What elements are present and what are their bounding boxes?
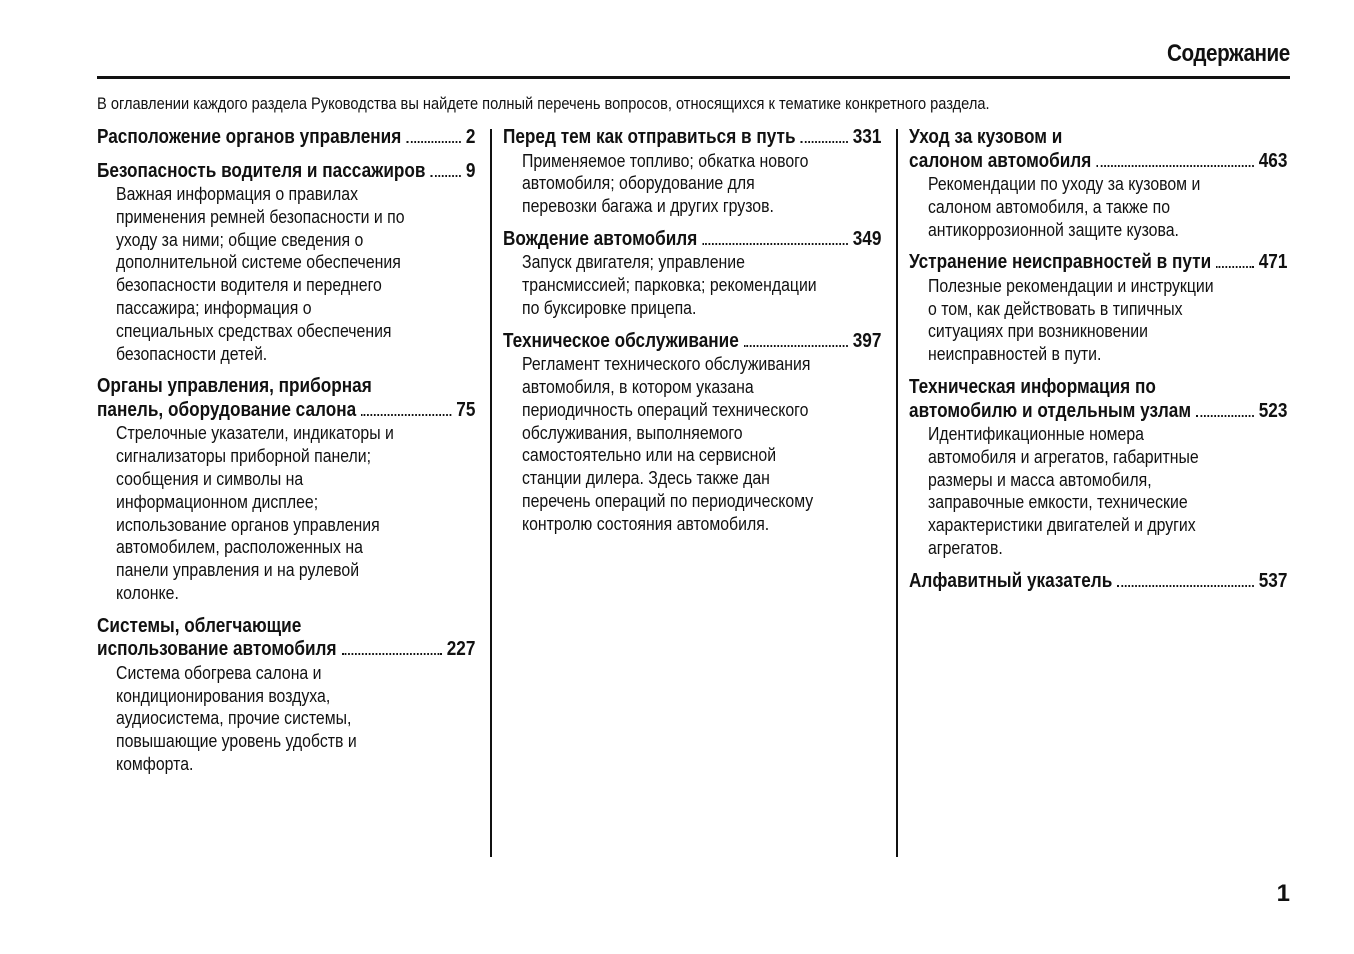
description-line: самостоятельно или на сервисной [522, 445, 777, 466]
section-title-line: Техническая информация по [909, 376, 1156, 399]
dot-leader [744, 343, 848, 347]
description-line: ситуациях при возникновении [928, 321, 1148, 342]
description-line: автомобилем, расположенных на [116, 537, 363, 558]
dot-leader [406, 139, 460, 143]
description-line: Запуск двигателя; управление [522, 252, 745, 273]
description-line: неисправностей в пути. [928, 344, 1102, 365]
description-line: специальных средствах обеспечения [116, 320, 392, 341]
section-page-number: 227 [446, 638, 476, 661]
section-title: Расположение органов управления [97, 126, 402, 148]
description-line: трансмиссией; парковка; рекомендации [522, 275, 817, 296]
section-description [116, 662, 468, 776]
description-line: по буксировке прицепа. [522, 297, 697, 318]
toc-section [503, 228, 943, 320]
description-line: Регламент технического обслуживания [522, 354, 811, 375]
toc-section [97, 615, 537, 776]
description-line: Рекомендации по уходу за кузовом и [928, 174, 1201, 194]
description-line: автомобиля, в котором указана [522, 377, 754, 398]
section-heading[interactable] [909, 126, 1287, 173]
dot-leader [702, 241, 847, 245]
toc-entry-line [909, 150, 1287, 174]
description-line: периодичность операций технического [522, 399, 809, 420]
toc-entry-line [909, 400, 1287, 424]
section-description [116, 422, 468, 604]
description-line: панели управления и на рулевой [116, 560, 360, 581]
toc-section [503, 330, 943, 536]
description-line: Стрелочные указатели, индикаторы и [116, 423, 394, 444]
section-title: Устранение неисправностей в пути [909, 251, 1212, 274]
section-title-line: Уход за кузовом и [909, 126, 1063, 148]
section-title: салоном автомобиля [909, 149, 1092, 172]
toc-section [503, 126, 943, 218]
toc-section [909, 251, 1349, 366]
description-line: безопасности детей. [116, 343, 268, 364]
page-title: Содержание [1167, 40, 1290, 67]
toc-section [97, 375, 537, 604]
section-title: Вождение автомобиля [503, 227, 698, 250]
intro-text: В оглавлении каждого раздела Руководства вы найдете полный перечень вопросов, относящихся к тематике конкретного раздела. [97, 94, 990, 113]
description-line: автомобиля; оборудование для [522, 173, 755, 194]
description-line: перечень операций по периодическому [522, 491, 814, 512]
dot-leader [431, 173, 461, 177]
section-title-line: Органы управления, приборная [97, 375, 372, 398]
section-page-number: 75 [456, 398, 476, 421]
toc-entry-line [503, 330, 881, 354]
section-title: использование автомобиля [97, 638, 337, 661]
description-line: о том, как действовать в типичных [928, 298, 1183, 319]
description-line: размеры и масса автомобиля, [928, 469, 1152, 490]
description-line: комфорта. [116, 753, 194, 774]
section-page-number: 331 [852, 126, 882, 148]
section-title: Техническое обслуживание [503, 329, 739, 352]
description-line: станции дилера. Здесь также дан [522, 468, 770, 489]
description-line: безопасности водителя и переднего [116, 275, 382, 296]
description-line: уходу за ними; общие сведения о [116, 229, 364, 250]
dot-leader [1216, 264, 1253, 268]
section-title: Алфавитный указатель [909, 569, 1113, 592]
section-heading[interactable] [503, 228, 881, 252]
description-line: кондиционирования воздуха, [116, 685, 331, 706]
toc-section [909, 570, 1349, 594]
description-line: Система обогрева салона и [116, 662, 322, 683]
page-number: 1 [1276, 880, 1290, 907]
description-line: сигнализаторы приборной панели; [116, 446, 372, 467]
toc-section [97, 160, 537, 366]
description-line: Полезные рекомендации и инструкции [928, 275, 1214, 296]
description-line: сообщения и символы на [116, 468, 304, 489]
description-line: дополнительной системе обеспечения [116, 252, 401, 273]
section-heading[interactable] [503, 126, 881, 150]
section-title: панель, оборудование салона [97, 398, 357, 421]
dot-leader [1196, 413, 1253, 417]
description-line: обслуживания, выполняемого [522, 422, 743, 443]
section-title-line: Системы, облегчающие [97, 614, 302, 637]
section-heading[interactable] [97, 375, 475, 422]
section-heading[interactable] [97, 126, 475, 150]
description-line: информационном дисплее; [116, 491, 319, 512]
toc-entry-line [503, 126, 881, 150]
description-line: салоном автомобиля, а также по [928, 196, 1171, 217]
toc-column-3 [909, 126, 1349, 603]
description-line: Важная информация о правилах [116, 184, 358, 204]
toc-section [97, 126, 537, 150]
section-page-number: 523 [1258, 399, 1288, 422]
toc-column-1 [97, 126, 537, 786]
description-line: аудиосистема, прочие системы, [116, 708, 352, 729]
title-rule [97, 76, 1290, 79]
section-page-number: 463 [1258, 149, 1288, 172]
section-heading[interactable] [97, 160, 475, 184]
description-line: использование органов управления [116, 514, 380, 535]
description-line: автомобиля и агрегатов, габаритные [928, 446, 1199, 467]
section-heading[interactable] [97, 615, 475, 662]
dot-leader [342, 651, 442, 655]
toc-entry-line [503, 228, 881, 252]
section-description [522, 251, 874, 319]
description-line: применения ремней безопасности и по [116, 206, 405, 227]
toc-entry-line [97, 160, 475, 184]
toc-entry-line [909, 251, 1287, 275]
section-page-number: 397 [852, 329, 882, 352]
section-heading[interactable] [909, 570, 1287, 594]
section-page-number: 2 [465, 126, 476, 148]
dot-leader [1096, 163, 1253, 167]
section-description [928, 173, 1280, 241]
section-page-number: 537 [1258, 569, 1288, 592]
description-line: характеристики двигателей и других [928, 515, 1196, 536]
description-line: контролю состояния автомобиля. [522, 513, 770, 534]
dot-leader [1117, 583, 1253, 587]
section-title: автомобилю и отдельным узлам [909, 399, 1192, 422]
description-line: заправочные емкости, технические [928, 492, 1188, 513]
dot-leader [801, 139, 848, 143]
toc-section [909, 126, 1349, 241]
toc-entry-line [909, 570, 1287, 594]
section-description [116, 183, 468, 365]
section-description [522, 353, 874, 535]
description-line: антикоррозионной защите кузова. [928, 219, 1179, 240]
toc-column-2 [503, 126, 943, 546]
description-line: колонке. [116, 582, 179, 603]
description-line: агрегатов. [928, 538, 1003, 559]
description-line: пассажира; информация о [116, 297, 312, 318]
toc-entry-line [97, 126, 475, 150]
toc-section [909, 376, 1349, 560]
section-page-number: 349 [852, 227, 882, 250]
description-line: Идентификационные номера [928, 424, 1144, 445]
section-description [522, 150, 874, 218]
section-description [928, 423, 1280, 560]
description-line: повышающие уровень удобств и [116, 731, 357, 752]
section-page-number: 471 [1258, 251, 1288, 274]
section-title: Перед тем как отправиться в путь [503, 126, 796, 148]
toc-entry-line [97, 638, 475, 662]
dot-leader [361, 412, 451, 416]
section-title: Безопасность водителя и пассажиров [97, 159, 426, 182]
description-line: Применяемое топливо; обкатка нового [522, 150, 809, 171]
section-heading[interactable] [909, 376, 1287, 423]
section-description [928, 275, 1280, 366]
section-heading[interactable] [503, 330, 881, 354]
description-line: перевозки багажа и других грузов. [522, 196, 774, 217]
toc-entry-line [97, 399, 475, 423]
section-heading[interactable] [909, 251, 1287, 275]
section-page-number: 9 [465, 159, 476, 182]
